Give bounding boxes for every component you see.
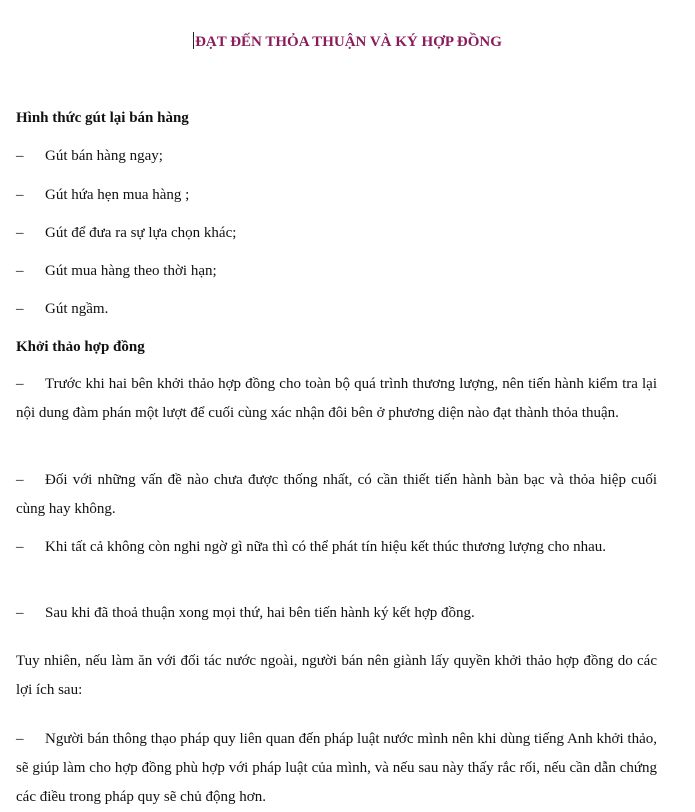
bullet-dash: – bbox=[16, 472, 24, 488]
bullet-dash: – bbox=[16, 225, 24, 241]
list-item-text: Gút bán hàng ngay; bbox=[45, 148, 163, 164]
list-item-text: Gút để đưa ra sự lựa chọn khác; bbox=[45, 225, 237, 241]
list-item bbox=[16, 533, 657, 562]
bullet-dash: – bbox=[16, 376, 24, 392]
list-item bbox=[16, 295, 657, 324]
list-item-text: Gút hứa hẹn mua hàng ; bbox=[45, 187, 190, 203]
section-heading-drafting: Khởi thảo hợp đồng bbox=[16, 339, 145, 355]
list-item bbox=[16, 142, 657, 171]
text-cursor bbox=[193, 32, 194, 49]
bullet-dash: – bbox=[16, 148, 24, 164]
bullet-dash: – bbox=[16, 539, 24, 555]
list-item-text: Đối với những vấn đề nào chưa được thống nhất, có cần thiết tiến hành bàn bạc và thỏa hiệp cuối cùng hay không. bbox=[16, 472, 657, 517]
list-item bbox=[16, 181, 657, 210]
list-item bbox=[16, 599, 657, 628]
bullet-dash: – bbox=[16, 263, 24, 279]
bullet-dash: – bbox=[16, 187, 24, 203]
list-item bbox=[16, 466, 657, 524]
bullet-dash: – bbox=[16, 731, 24, 747]
list-item-text: Sau khi đã thoả thuận xong mọi thứ, hai bên tiến hành ký kết hợp đồng. bbox=[45, 605, 475, 621]
bullet-dash: – bbox=[16, 301, 24, 317]
body-paragraph: Tuy nhiên, nếu làm ăn với đối tác nước ngoài, người bán nên giành lấy quyền khởi thảo hợp đồng do các lợi ích sau: bbox=[16, 653, 657, 698]
list-item-text: Gút mua hàng theo thời hạn; bbox=[45, 263, 217, 279]
list-item bbox=[16, 257, 657, 286]
list-item-text: Trước khi hai bên khởi thảo hợp đồng cho toàn bộ quá trình thương lượng, nên tiến hành kiểm tra lại nội dung đàm phán một lượt để cuối cùng xác nhận đôi bên ở phương diện nào đạt thành thỏa thuận. bbox=[16, 376, 657, 421]
document-title-text: ĐẠT ĐẾN THỎA THUẬN VÀ KÝ HỢP ĐỒNG bbox=[195, 34, 502, 50]
document-title bbox=[0, 32, 695, 51]
section-heading-closing-forms: Hình thức gút lại bán hàng bbox=[16, 110, 189, 126]
list-item bbox=[16, 725, 657, 812]
list-item-text: Khi tất cả không còn nghi ngờ gì nữa thì có thể phát tín hiệu kết thúc thương lượng cho nhau. bbox=[45, 539, 606, 555]
list-item bbox=[16, 370, 657, 428]
bullet-dash: – bbox=[16, 605, 24, 621]
list-item bbox=[16, 219, 657, 248]
list-item-text: Người bán thông thạo pháp quy liên quan đến pháp luật nước mình nên khi dùng tiếng Anh khởi thảo, sẽ giúp làm cho hợp đồng phù hợp với pháp luật của mình, và nếu sau này thấy rắc rối, nếu cần dẫn chứng các điều trong pháp quy sẽ chủ động hơn. bbox=[16, 731, 657, 805]
list-item-text: Gút ngầm. bbox=[45, 301, 109, 317]
